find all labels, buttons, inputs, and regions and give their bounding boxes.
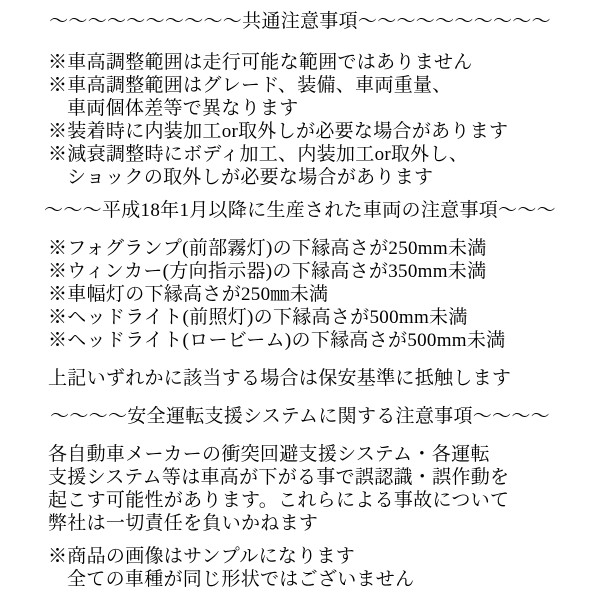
notice-line-continuation: 全ての車種が同じ形状ではございません	[67, 569, 415, 590]
notice-line-continuation: 車両個体差等で異なります	[67, 98, 299, 119]
section-title-driver-assist-notes: ～～～～安全運転支援システムに関する注意事項～～～～	[50, 406, 550, 427]
notice-line: ※ウィンカー(方向指示器)の下縁高さが350mm未満	[48, 261, 487, 282]
notice-line: 弊社は一切責任を負いかねます	[48, 513, 319, 534]
common-notes-block	[0, 51, 600, 189]
notice-line: ※ヘッドライト(前照灯)の下縁高さが500mm未満	[48, 307, 468, 328]
notice-line: ※商品の画像はサンプルになります	[48, 546, 356, 567]
notice-line: ※車幅灯の下縁高さが250㎜未満	[48, 284, 329, 305]
notice-line: ※フォグランプ(前部霧灯)の下縁高さが250mm未満	[48, 238, 487, 259]
notice-line: 各自動車メーカーの衝突回避支援システム・各運転	[48, 444, 490, 465]
notice-line: ※ヘッドライト(ロービーム)の下縁高さが500mm未満	[48, 330, 506, 351]
notice-line: 起こす可能性があります。これらによる事故について	[48, 490, 510, 511]
notice-line: ※減衰調整時にボディ加工、内装加工or取外し、	[48, 144, 469, 165]
sample-note-block	[0, 545, 600, 591]
notice-line: ※装着時に内装加工or取外しが必要な場合があります	[48, 121, 509, 142]
section-title-common-notes: ～～～～～～～～～～共通注意事項～～～～～～～～～～	[49, 11, 551, 32]
notice-line: ※車高調整範囲はグレード、装備、車両重量、	[48, 75, 452, 96]
heisei18-conclusion-line: 上記いずれかに該当する場合は保安基準に抵触します	[48, 368, 512, 389]
notice-line-continuation: ショックの取外しが必要な場合があります	[67, 167, 434, 188]
notice-line: ※車高調整範囲は走行可能な範囲ではありません	[48, 52, 473, 73]
section-title-heisei18-notes: ～～～平成18年1月以降に生産された車両の注意事項～～～	[44, 200, 556, 221]
driver-assist-paragraph	[0, 443, 600, 535]
notice-line: 支援システム等は車高が下がる事で誤認識・誤作動を	[48, 467, 510, 488]
heisei18-notes-block	[0, 237, 600, 352]
